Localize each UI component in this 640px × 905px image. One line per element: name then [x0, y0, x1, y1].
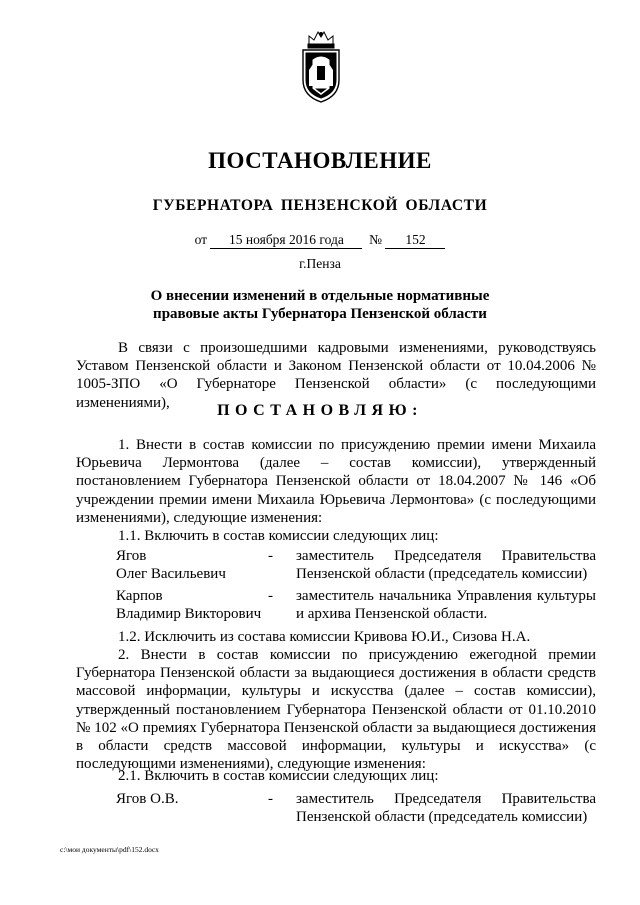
number-prefix: №: [369, 232, 383, 247]
issuer-title: ГУБЕРНАТОРА ПЕНЗЕНСКОЙ ОБЛАСТИ: [152, 197, 488, 214]
date-prefix: от: [194, 232, 208, 247]
member-position: заместитель Председателя Правительства Пензенской области (председатель комиссии): [296, 791, 596, 826]
member-row: [116, 547, 596, 584]
item-1-paragraph: 1. Внести в состав комиссии по присуждению премии имени Михаила Юрьевича Лермонтова (далее – состав комиссии), утвержденный постановлением Губернатора Пензенской области от 18.04.2007 № 146 «Об учреждении премии имени Михаила Юрьевича Лермонтова» (с последующими изменениями), следующие изменения:: [76, 437, 596, 526]
file-path-footer: c:\мои документы\pdf\152.docx: [60, 845, 159, 854]
member-dash: -: [268, 791, 273, 807]
member-surname: Ягов: [116, 548, 147, 564]
member-row: [116, 587, 596, 624]
preamble-paragraph: В связи с произошедшими кадровыми изменениями, руководствуясь Уставом Пензенской области и Законом Пензенской области от 10.04.2006 № 1005-ЗПО «О Губернаторе Пензенской области» (с последующими изменениями),: [76, 340, 596, 411]
member-surname: Карпов: [116, 588, 163, 604]
member-name: [116, 547, 276, 583]
document-title: ПОСТАНОВЛЕНИЕ: [208, 148, 432, 173]
member-name: [116, 587, 276, 623]
member-given-names: Владимир Викторович: [116, 606, 262, 623]
coat-of-arms-emblem: [299, 30, 343, 104]
item-2-paragraph: 2. Внести в состав комиссии по присуждению ежегодной премии Губернатора Пензенской области за выдающиеся достижения в области средств массовой информации, культуры и искусства (далее – состав комиссии), утвержденный постановлением Губернатора Пензенской области от 01.10.2010 № 102 «О премиях Губернатора Пензенской области за выдающиеся достижения в области средств массовой информации, культуры и искусства» (с последующими изменениями), следующие изменения:: [76, 647, 596, 773]
city: г.Пенза: [299, 256, 341, 271]
member-name: Ягов О.В.: [116, 791, 179, 807]
date-line: [0, 232, 640, 249]
resolve-heading: ПОСТАНОВЛЯЮ:: [217, 402, 423, 419]
document-subject: [0, 287, 640, 323]
member-dash: -: [268, 588, 273, 604]
document-number: 152: [385, 232, 445, 249]
item-1-1-paragraph: 1.1. Включить в состав комиссии следующих лиц:: [118, 528, 439, 544]
member-position: заместитель начальника Управления культуры и архива Пензенской области.: [296, 588, 596, 623]
member-dash: -: [268, 548, 273, 564]
subject-line-2: правовые акты Губернатора Пензенской области: [153, 306, 487, 322]
subject-line-1: О внесении изменений в отдельные нормативные: [150, 288, 490, 304]
member-row: [116, 790, 596, 827]
member-given-names: Олег Васильевич: [116, 566, 226, 583]
item-2-1-paragraph: 2.1. Включить в состав комиссии следующих лиц:: [118, 768, 439, 784]
document-date: 15 ноября 2016 года: [210, 232, 362, 249]
item-1-2-paragraph: 1.2. Исключить из состава комиссии Кривова Ю.И., Сизова Н.А.: [118, 629, 531, 645]
member-position: заместитель Председателя Правительства Пензенской области (председатель комиссии): [296, 548, 596, 583]
